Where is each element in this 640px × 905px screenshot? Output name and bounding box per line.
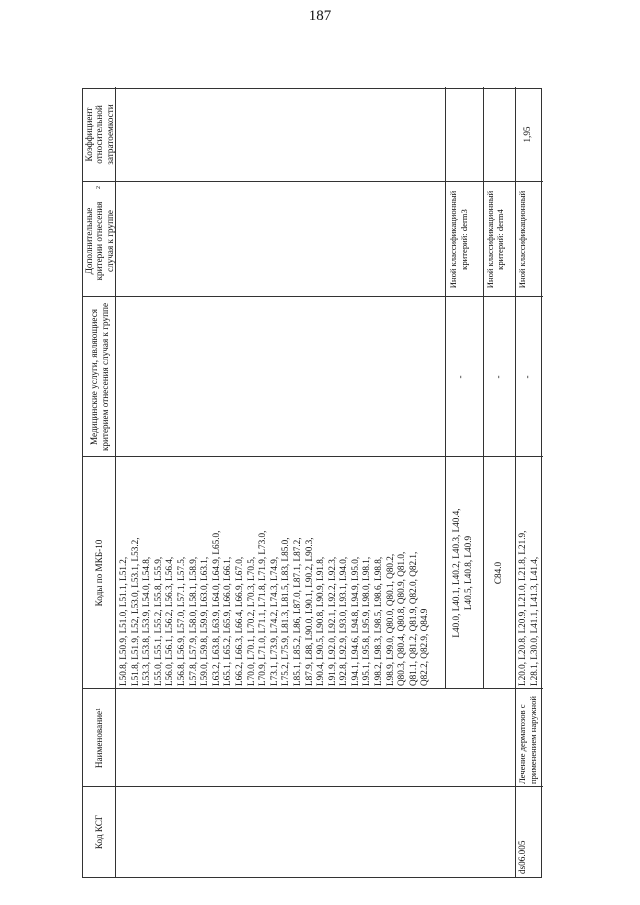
icd-line: L50.8, L50.9, L51.0, L51.1, L51.2, (118, 556, 128, 686)
icd-line: L98.2, L98.3, L98.5, L98.6, L98.8, (373, 556, 384, 686)
icd-line: L65.1, L65.2, L65.9, L66.0, L66.1, (222, 556, 233, 686)
icd-line: L40.0, L40.1, L40.2, L40.3, L40.4, (451, 508, 461, 638)
icd-line: L56.0, L56.1, L56.2, L56.3, L56.4, (164, 556, 175, 686)
icd-line: L57.8, L57.9, L58.0, L58.1, L58.9, (187, 556, 198, 686)
icd-line: L63.2, L63.8, L63.9, L64.0, L64.9, L65.0, (210, 530, 221, 686)
table-row-coef: 1,95 (522, 126, 532, 143)
table-row-name: Лечение дерматозов с применением наружной (517, 696, 538, 784)
table-row-services: - (455, 375, 465, 379)
icd-line: L91.9, L92.0, L92.1, L92.2, L92.3, (326, 556, 337, 686)
icd-line: L92.8, L92.9, L93.0, L93.1, L94.0, (338, 556, 349, 686)
header-additional (83, 182, 116, 297)
icd-line: L94.1, L94.6, L94.8, L94.9, L95.0, (349, 556, 360, 686)
table-row-additional: Иной классификационный критерий: derm4 (485, 190, 505, 289)
icd-line: L70.0, L70.1, L70.2, L70.3, L70.5, (245, 556, 256, 686)
table-row-icd-codes (117, 457, 445, 689)
table-row-additional: Иной классификационный критерий: derm3 (448, 190, 469, 289)
table-row-icd-codes (485, 457, 515, 689)
icd-line: L66.2, L66.3, L66.4, L66.9, L67.0, (233, 556, 244, 686)
icd-line: L73.1, L73.9, L74.2, L74.3, L74.9, (268, 556, 279, 686)
table-row-code: ds06.005 (517, 840, 527, 874)
header-additional-label: Дополнительные критерии отнесения случая к группе (83, 201, 115, 281)
header-name (83, 689, 116, 787)
header-name-label: Наименование (94, 710, 105, 769)
icd-line: L98.9, L99.0, Q80.0, Q80.1, Q80.2, (384, 553, 395, 686)
table-row-icd-codes (516, 457, 543, 689)
row-divider (483, 87, 484, 689)
header-additional-footnote: 2 (96, 186, 103, 189)
header-name-footnote: 1 (96, 707, 103, 711)
icd-line: Q80.3, Q80.4, Q80.8, Q80.9, Q81.0, (396, 551, 407, 686)
column-divider (83, 786, 543, 787)
icd-line: Q81.1, Q81.2, Q81.9, Q82.0, Q82.1, (407, 551, 418, 686)
icd-line: L70.9, L71.0, L71.1, L71.8, L71.9, L73.0, (257, 530, 268, 686)
rotated-table-wrapper (82, 88, 542, 878)
icd-line: C84.0 (493, 561, 503, 585)
table-row-services: - (522, 375, 532, 379)
icd-line: L55.0, L55.1, L55.2, L55.8, L55.9, (152, 556, 163, 686)
table-header (83, 87, 116, 877)
icd-line: L87.9, L88, L90.0, L90.1, L90.2, L90.3, (303, 537, 314, 686)
header-code: Код КСГ (94, 814, 105, 850)
icd-line: L28.1, L30.0, L41.1, L41.3, L41.4, (528, 556, 539, 686)
icd-line: L40.5, L40.8, L40.9 (462, 535, 473, 611)
ksg-table (82, 88, 542, 878)
header-services: Медицинские услуги, являющиеся критерием отнесения случая к группе (88, 302, 110, 452)
page-number: 187 (308, 8, 332, 24)
icd-line: L51.8, L51.9, L52, L53.0, L53.1, L53.2, (129, 537, 140, 686)
icd-line: L90.4, L90.5, L90.8, L90.9, L91.8, (315, 556, 326, 686)
table-row-icd-codes (447, 457, 483, 689)
icd-line: L75.2, L75.9, L81.3, L81.5, L83, L85.0, (280, 537, 291, 686)
icd-line: L85.1, L85.2, L86, L87.0, L87.1, L87.2, (291, 537, 302, 686)
table-row-additional: Иной классификационный (517, 190, 527, 289)
icd-line: L56.8, L56.9, L57.0, L57.1, L57.5, (175, 556, 186, 686)
row-divider (445, 87, 446, 689)
icd-line: L59.0, L59.8, L59.9, L63.0, L63.1, (199, 556, 210, 686)
icd-line: L95.1, L95.8, L95.9, L98.0, L98.1, (361, 556, 372, 686)
icd-line: Q82.2, Q82.9, Q84.9 (419, 608, 430, 686)
table-row-services: - (493, 375, 503, 379)
header-coef: Коэффициент относительной затратоемкости (83, 104, 115, 165)
icd-line: L20.0, L20.8, L20.9, L21.0, L21.8, L21.9, (517, 530, 527, 686)
icd-line: L53.3, L53.8, L53.9, L54.0, L54.8, (141, 556, 152, 686)
header-icd: Коды по МКБ-10 (94, 539, 105, 607)
